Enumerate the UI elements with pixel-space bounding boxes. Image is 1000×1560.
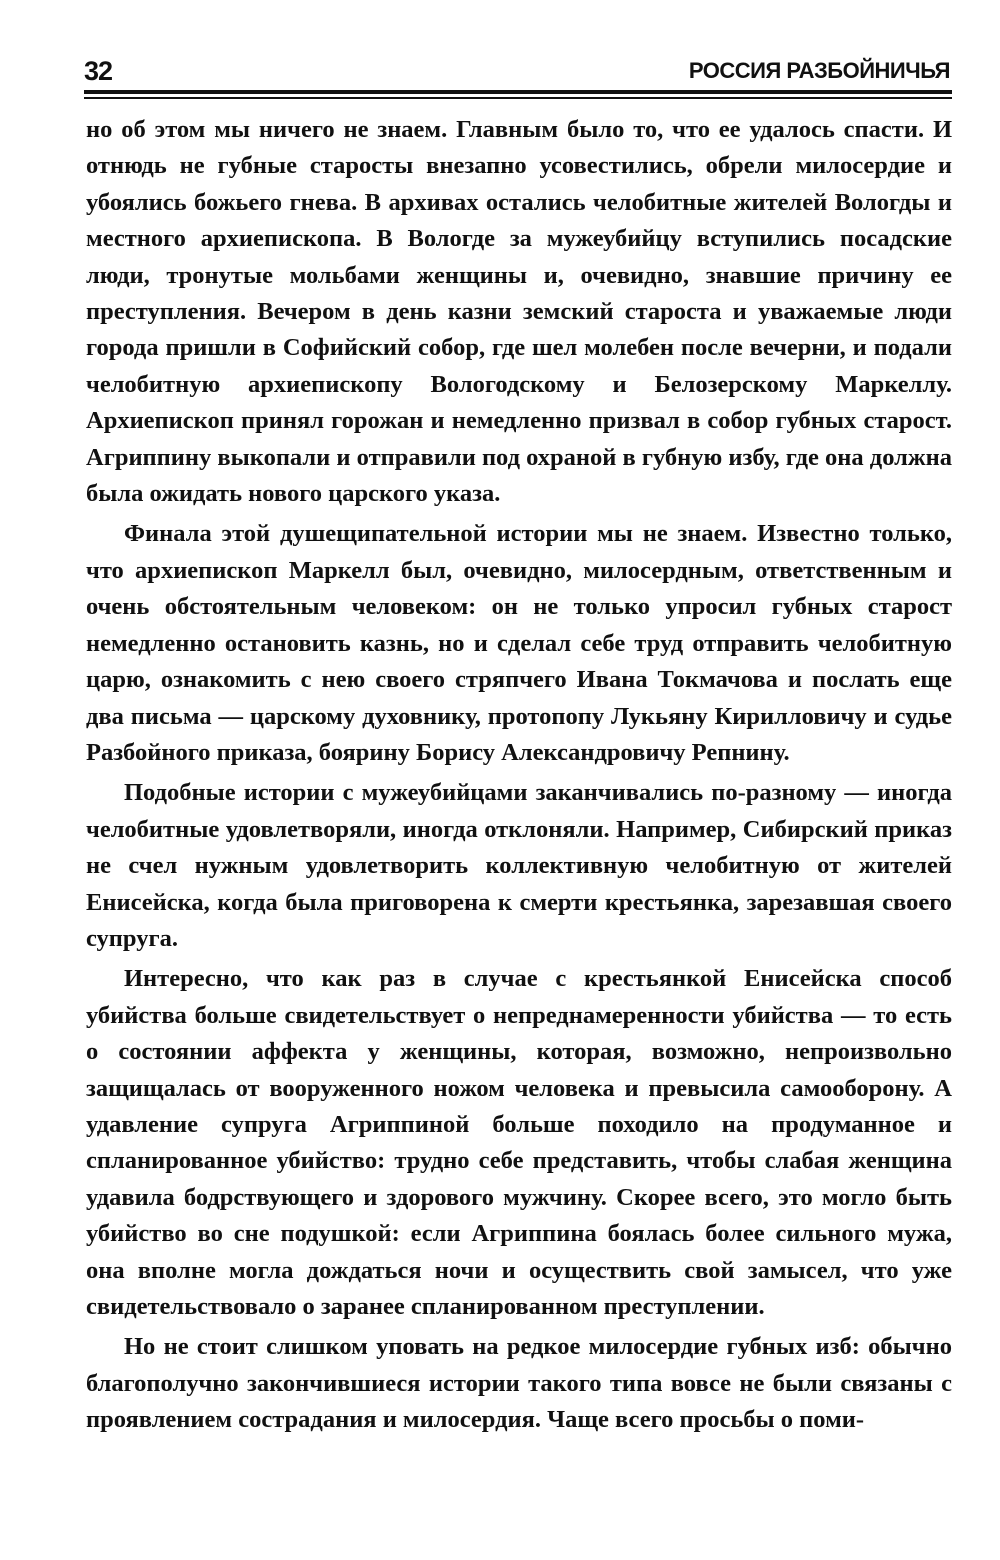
paragraph-2: Финала этой душещипательной истории мы не знаем. Известно только, что архиепископ Маркелл был, очевидно, милосердным, ответственным и очень обстоятельным человеком: он не только упросил губных старост немедленно остановить казнь, но и сделал себе труд отправить челобитную царю, ознакомить с нею своего стряпчего Ивана Токмачова и послать еще два письма — царскому духовнику, протопопу Лукьяну Кирилловичу и судье Разбойного приказа, боярину Борису Александровичу Репнину.	[86, 520, 952, 766]
paragraph-3: Подобные истории с мужеубийцами заканчивались по-разному — иногда челобитные удовлетворяли, иногда отклоняли. Например, Сибирский приказ не счел нужным удовлетворить коллективную челобитную от жителей Енисейска, когда была приговорена к смерти крестьянка, зарезавшая своего супруга.	[86, 779, 952, 952]
page-number: 32	[84, 56, 113, 86]
header-rule	[84, 90, 952, 94]
paragraph-1: но об этом мы ничего не знаем. Главным было то, что ее удалось спасти. И отнюдь не губные старосты внезапно усовестились, обрели милосердие и убоялись божьего гнева. В архивах остались челобитные жителей Вологды и местного архиепископа. В Вологде за мужеубийцу вступились посадские люди, тронутые мольбами женщины и, очевидно, знавшие причину ее преступления. Вечером в день казни земский староста и уважаемые люди города пришли в Софийский собор, где шел молебен после вечерни, и подали челобитную архиепископу Вологодскому и Белозерскому Маркеллу. Архиепископ принял горожан и немедленно призвал в собор губных старост. Агриппину выкопали и отправили под охраной в губную избу, где она должна была ожидать нового царского указа.	[86, 116, 952, 508]
body-text	[86, 112, 952, 1439]
running-title: РОССИЯ РАЗБОЙНИЧЬЯ	[688, 58, 950, 83]
paragraph-5: Но не стоит слишком уповать на редкое милосердие губных изб: обычно благополучно закончившиеся истории такого типа вовсе не были связаны с проявлением сострадания и милосердия. Чаще всего просьбы о поми-	[86, 1333, 952, 1434]
paragraph-4: Интересно, что как раз в случае с крестьянкой Енисейска способ убийства больше свидетельствует о непреднамеренности убийства — то есть о состоянии аффекта у женщины, которая, возможно, непроизвольно защищалась от вооруженного ножом человека и превысила самооборону. А удавление супруга Агриппиной больше походило на продуманное и спланированное убийство: трудно себе представить, чтобы слабая женщина удавила бодрствующего и здорового мужчину. Скорее всего, это могло быть убийство во сне подушкой: если Агриппина боялась более сильного мужа, она вполне могла дождаться ночи и осуществить свой замысел, что уже свидетельствовало о заранее спланированном преступлении.	[86, 965, 952, 1320]
header-rule-thin	[84, 97, 952, 99]
page-header	[84, 52, 952, 90]
